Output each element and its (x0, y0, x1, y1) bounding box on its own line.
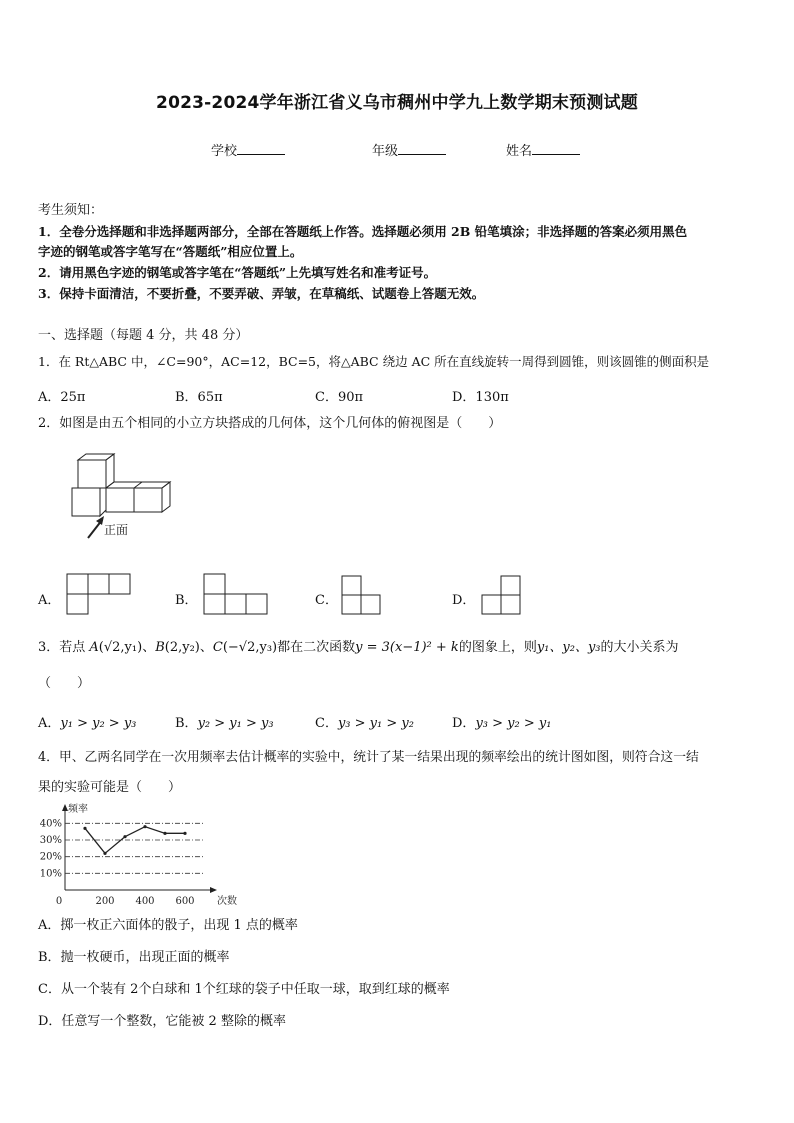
q3-option-d-text: y₃ > y₂ > y₁ (475, 716, 552, 731)
data-point (143, 825, 146, 828)
q3-option-d[interactable] (452, 712, 551, 731)
q3-text-4: 的大小关系为 (600, 640, 679, 655)
q3-function: y = 3(x−1)² + k (355, 640, 459, 655)
q4-option-d[interactable]: D．任意写一个整数，它能被 2 整除的概率 (38, 1014, 286, 1029)
q2-stem: 2．如图是由五个相同的小立方块搭成的几何体，这个几何体的俯视图是（ ） (38, 416, 502, 431)
y-tick-label: 10% (39, 868, 62, 880)
section-heading: 一、选择题（每题 4 分，共 48 分） (38, 328, 249, 343)
q1-option-c[interactable]: C．90π (315, 390, 364, 405)
q3-point-c: C (212, 640, 223, 655)
q1-option-b[interactable]: B．65π (175, 390, 223, 405)
q3-option-b-text: y₂ > y₁ > y₃ (197, 716, 274, 731)
q2-option-d-figure[interactable] (481, 575, 523, 617)
q3-option-a-text: y₁ > y₂ > y₃ (60, 716, 137, 731)
q2-option-a-figure[interactable] (66, 573, 132, 617)
q3-option-a[interactable] (38, 712, 136, 731)
q3-point-a: A (89, 640, 99, 655)
x-tick-label: 200 (95, 896, 115, 907)
data-point (83, 827, 86, 830)
q3-text-3: 的图象上，则 (458, 640, 537, 655)
school-field[interactable] (211, 140, 285, 159)
y-axis-label: 频率 (68, 804, 88, 815)
q2-option-d-label[interactable]: D． (452, 593, 476, 608)
x-tick-label: 400 (135, 896, 155, 907)
q3-option-b[interactable] (175, 712, 274, 731)
frequency-chart (34, 802, 237, 910)
page-title: 2023-2024学年浙江省义乌市稠州中学九上数学期末预测试题 (156, 93, 638, 113)
q2-option-a-label[interactable]: A． (38, 593, 61, 608)
q4-option-a[interactable]: A．掷一枚正六面体的骰子，出现 1 点的概率 (38, 918, 298, 933)
q1-option-a[interactable]: A．25π (38, 390, 86, 405)
x-axis-arrow-icon (210, 887, 217, 893)
q2-option-c-label[interactable]: C． (315, 593, 338, 608)
q3-point-b-coord: (2,y₂) (164, 640, 200, 655)
y-tick-label: 30% (39, 835, 62, 846)
data-point (183, 832, 186, 835)
grade-field[interactable] (372, 140, 446, 159)
q3-separator-1: 、 (142, 640, 156, 655)
grade-label: 年级 (372, 144, 399, 159)
q3-separator-2: 、 (199, 640, 213, 655)
school-label: 学校 (211, 144, 238, 159)
notice-item-3: 3．保持卡面清洁，不要折叠，不要弄破、弄皱，在草稿纸、试题卷上答题无效。 (38, 286, 485, 301)
q3-option-a-label: A． (38, 716, 61, 731)
q1-stem: 1．在 Rt△ABC 中，∠C=90°，AC=12，BC=5，将△ABC 绕边 AC 所在直线旋转一周得到圆锥，则该圆锥的侧面积是 (38, 354, 710, 369)
data-point (123, 835, 126, 838)
name-label: 姓名 (506, 144, 533, 159)
q3-point-c-coord: (−√2,y₃) (222, 640, 278, 655)
name-field[interactable] (506, 140, 580, 159)
data-point (163, 832, 166, 835)
notice-item-1b: 字迹的钢笔或答字笔写在“答题纸”相应位置上。 (38, 244, 303, 259)
y-tick-label: 40% (39, 818, 62, 830)
x-tick-label: 600 (175, 896, 195, 907)
notice-item-2: 2．请用黑色字迹的钢笔或答字笔在“答题纸”上先填写姓名和准考证号。 (38, 265, 437, 280)
q4-option-c[interactable]: C．从一个装有 2个白球和 1个红球的袋子中任取一球，取到红球的概率 (38, 982, 450, 997)
front-label: 正面 (104, 523, 129, 537)
data-point (103, 852, 106, 855)
q3-vars: y₁、y₂、y₃ (536, 640, 601, 655)
q2-option-b-label[interactable]: B． (175, 593, 198, 608)
q3-answer-paren: （ ） (38, 676, 91, 691)
q3-point-b: B (155, 640, 165, 655)
q3-option-d-label: D． (452, 716, 476, 731)
q4-stem-line-2: 果的实验可能是（ ） (38, 780, 182, 795)
q3-text-2: 都在二次函数 (277, 640, 356, 655)
q2-cube-figure (66, 452, 178, 548)
x-tick-label: 0 (55, 896, 63, 907)
q1-option-d[interactable]: D．130π (452, 390, 509, 405)
q2-option-b-figure[interactable] (203, 573, 269, 617)
notice-heading: 考生须知： (38, 203, 104, 218)
q3-option-c-label: C． (315, 716, 338, 731)
q3-option-b-label: B． (175, 716, 198, 731)
q3-point-a-coord: (√2,y₁) (98, 640, 143, 655)
q2-option-c-figure[interactable] (341, 575, 383, 617)
q4-option-b[interactable]: B．抛一枚硬币，出现正面的概率 (38, 950, 230, 965)
y-tick-label: 20% (39, 851, 62, 863)
x-axis-label: 次数 (217, 896, 237, 907)
q3-option-c[interactable] (315, 712, 414, 731)
q3-stem (38, 638, 679, 658)
q4-stem-line-1: 4．甲、乙两名同学在一次用频率去估计概率的实验中，统计了某一结果出现的频率绘出的统计图如图，则符合这一结 (38, 750, 699, 765)
q3-option-c-text: y₃ > y₁ > y₂ (337, 716, 414, 731)
notice-item-1a: 1．全卷分选择题和非选择题两部分，全部在答题纸上作答。选择题必须用 2B 铅笔填涂；非选择题的答案必须用黑色 (38, 224, 688, 239)
q3-intro: 3．若点 (38, 640, 90, 655)
